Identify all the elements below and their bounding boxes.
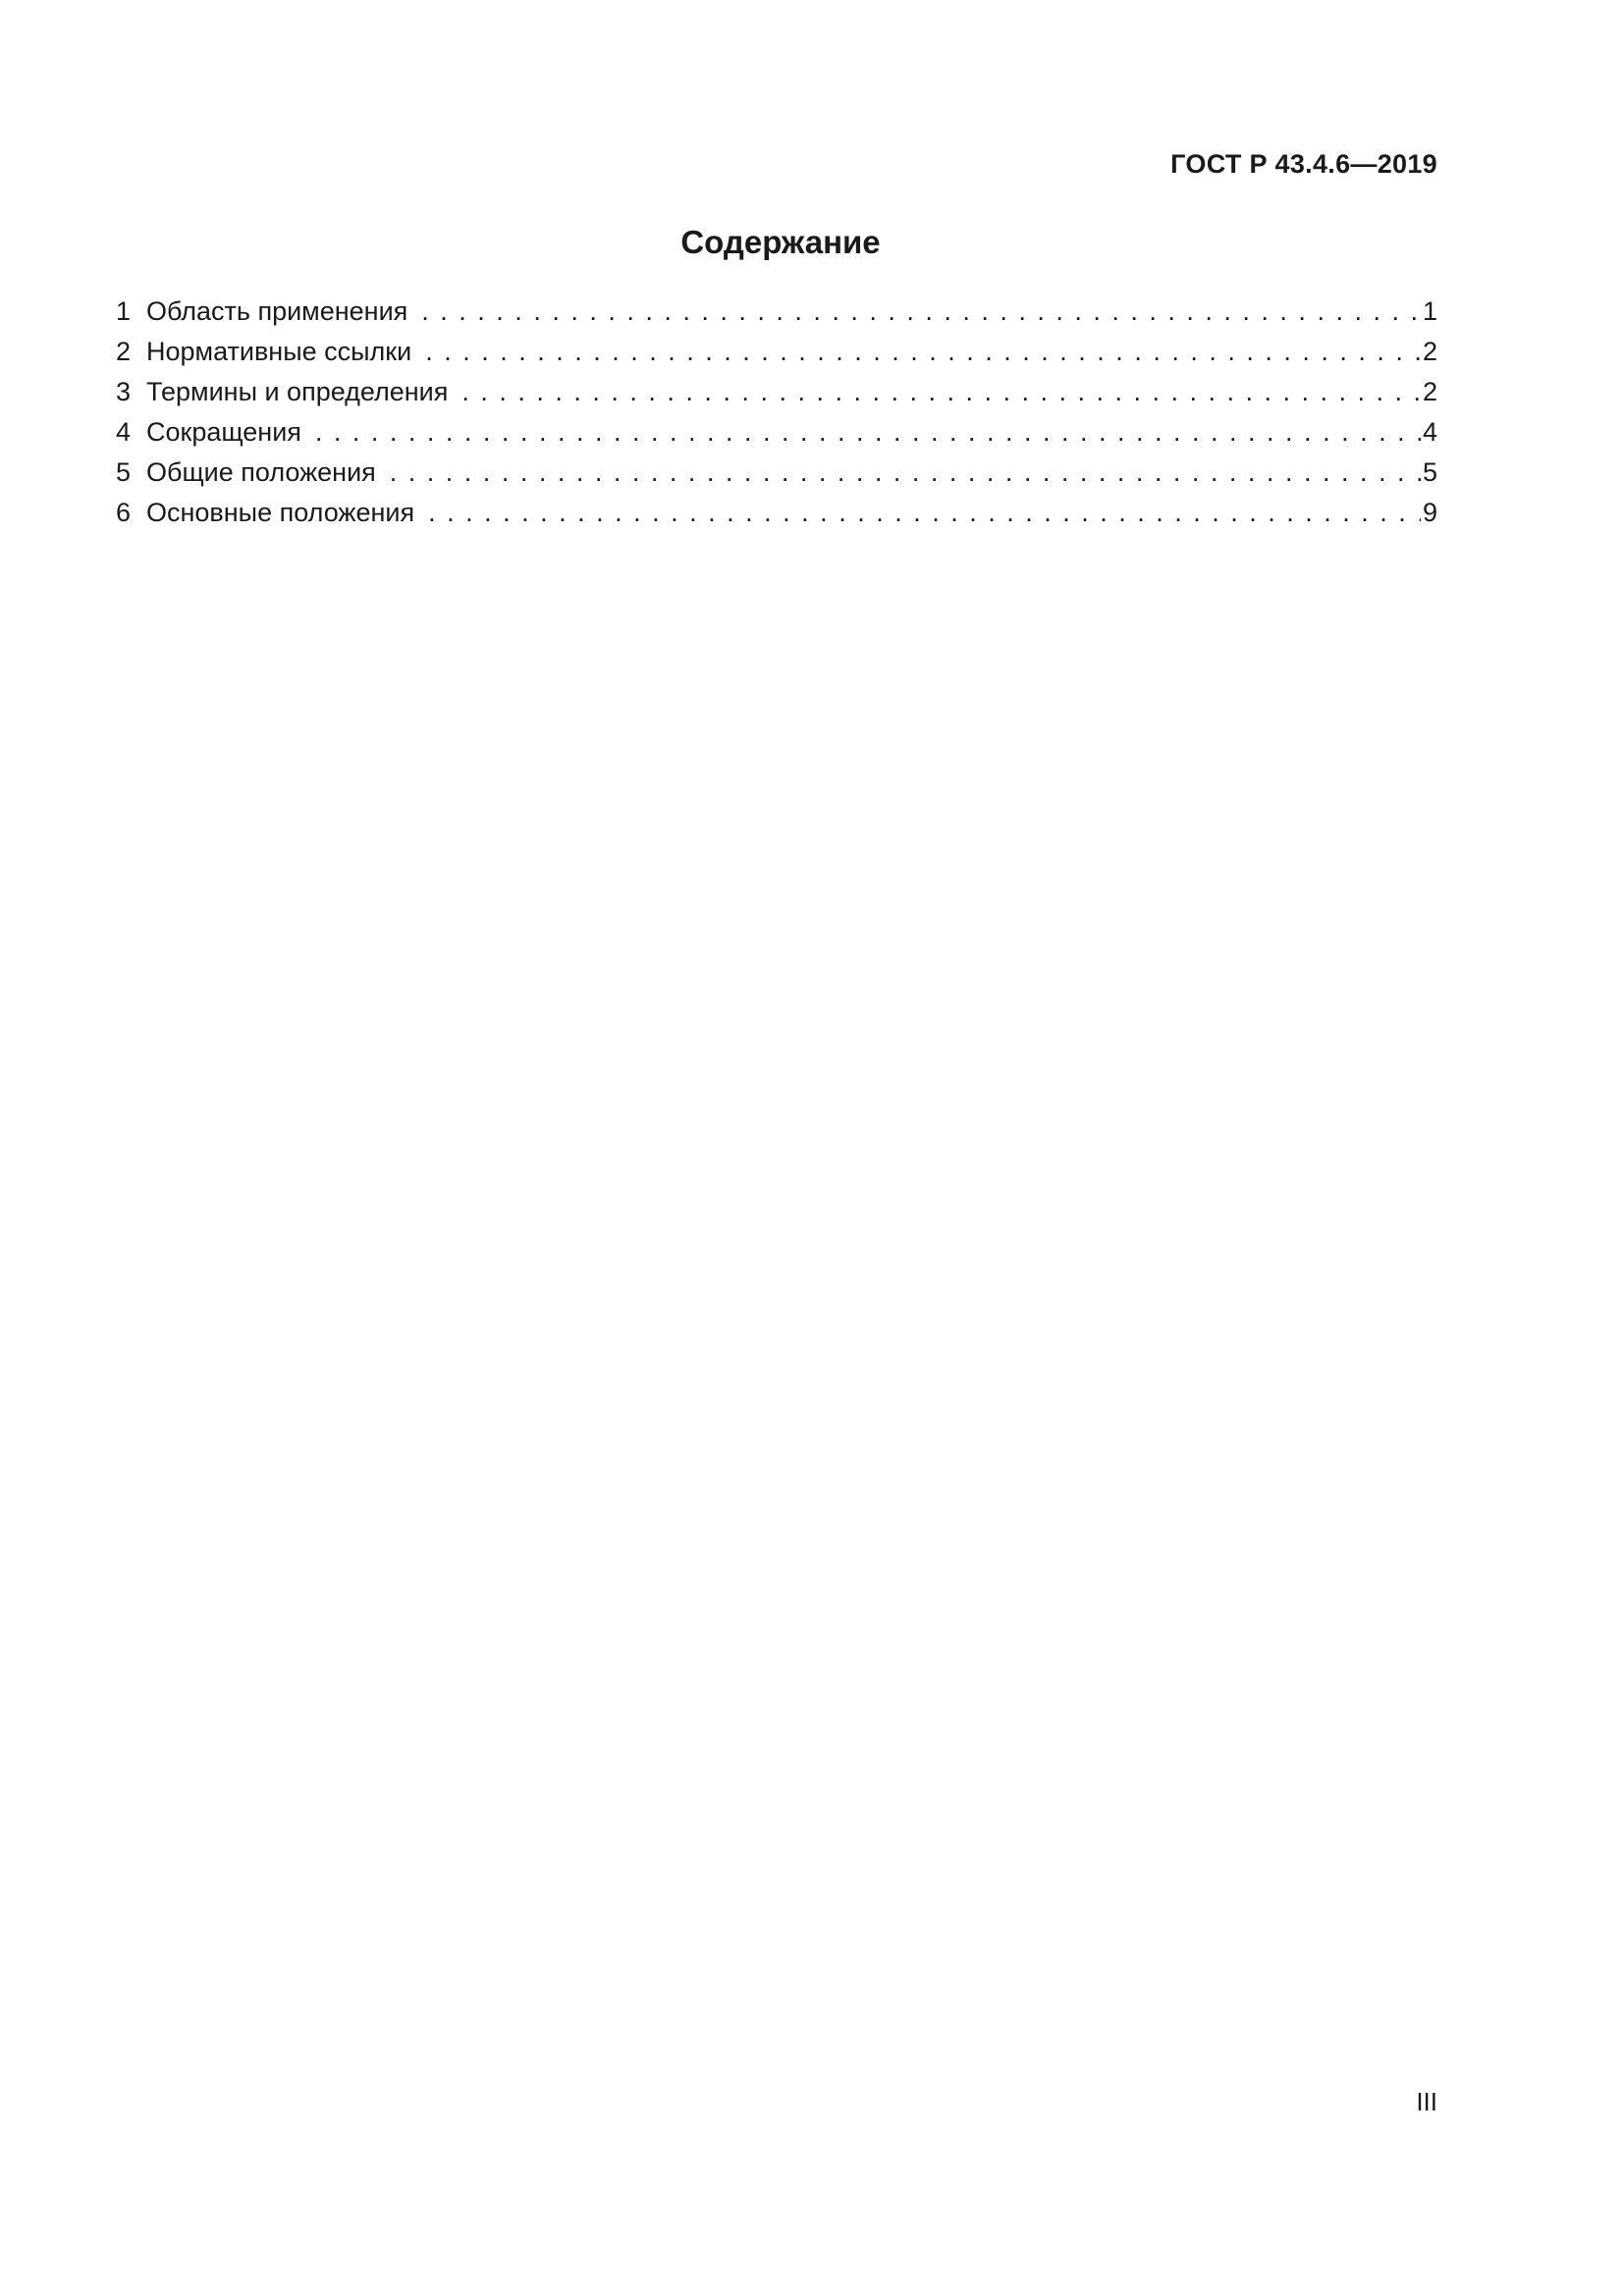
toc-leader-dots	[461, 377, 1421, 407]
toc-item-6[interactable]	[116, 498, 1437, 538]
toc-item-number: 1	[116, 296, 132, 326]
toc-item-title: Основные положения	[146, 498, 415, 527]
toc-leader-dots	[428, 498, 1421, 528]
toc-item-page: 2	[1422, 377, 1437, 406]
page-number: III	[1416, 2087, 1437, 2116]
toc-item-4[interactable]	[116, 417, 1437, 457]
toc-leader-dots	[390, 457, 1421, 488]
toc-item-number: 2	[116, 337, 132, 366]
toc-item-3[interactable]	[116, 377, 1437, 417]
toc-leader-dots	[421, 296, 1421, 327]
toc-item-title: Нормативные ссылки	[146, 337, 412, 366]
toc-item-page: 5	[1422, 457, 1437, 487]
toc-item-page: 2	[1422, 337, 1437, 366]
toc-item-number: 3	[116, 377, 132, 406]
toc-leader-dots	[425, 337, 1421, 367]
toc-item-page: 1	[1422, 296, 1437, 326]
toc-item-number: 5	[116, 457, 132, 487]
document-code: ГОСТ Р 43.4.6—2019	[1170, 149, 1437, 179]
toc-item-1[interactable]	[116, 296, 1437, 337]
toc-item-page: 9	[1422, 498, 1437, 527]
toc-item-title: Термины и определения	[146, 377, 449, 406]
toc-item-number: 6	[116, 498, 132, 527]
toc-item-2[interactable]	[116, 337, 1437, 377]
table-of-contents	[116, 296, 1437, 538]
toc-item-title: Общие положения	[146, 457, 376, 487]
toc-item-number: 4	[116, 417, 132, 447]
toc-leader-dots	[315, 417, 1421, 448]
toc-item-page: 4	[1422, 417, 1437, 447]
toc-item-5[interactable]	[116, 457, 1437, 498]
toc-item-title: Область применения	[146, 296, 408, 326]
toc-title: Содержание	[680, 224, 881, 260]
toc-item-title: Сокращения	[146, 417, 301, 447]
